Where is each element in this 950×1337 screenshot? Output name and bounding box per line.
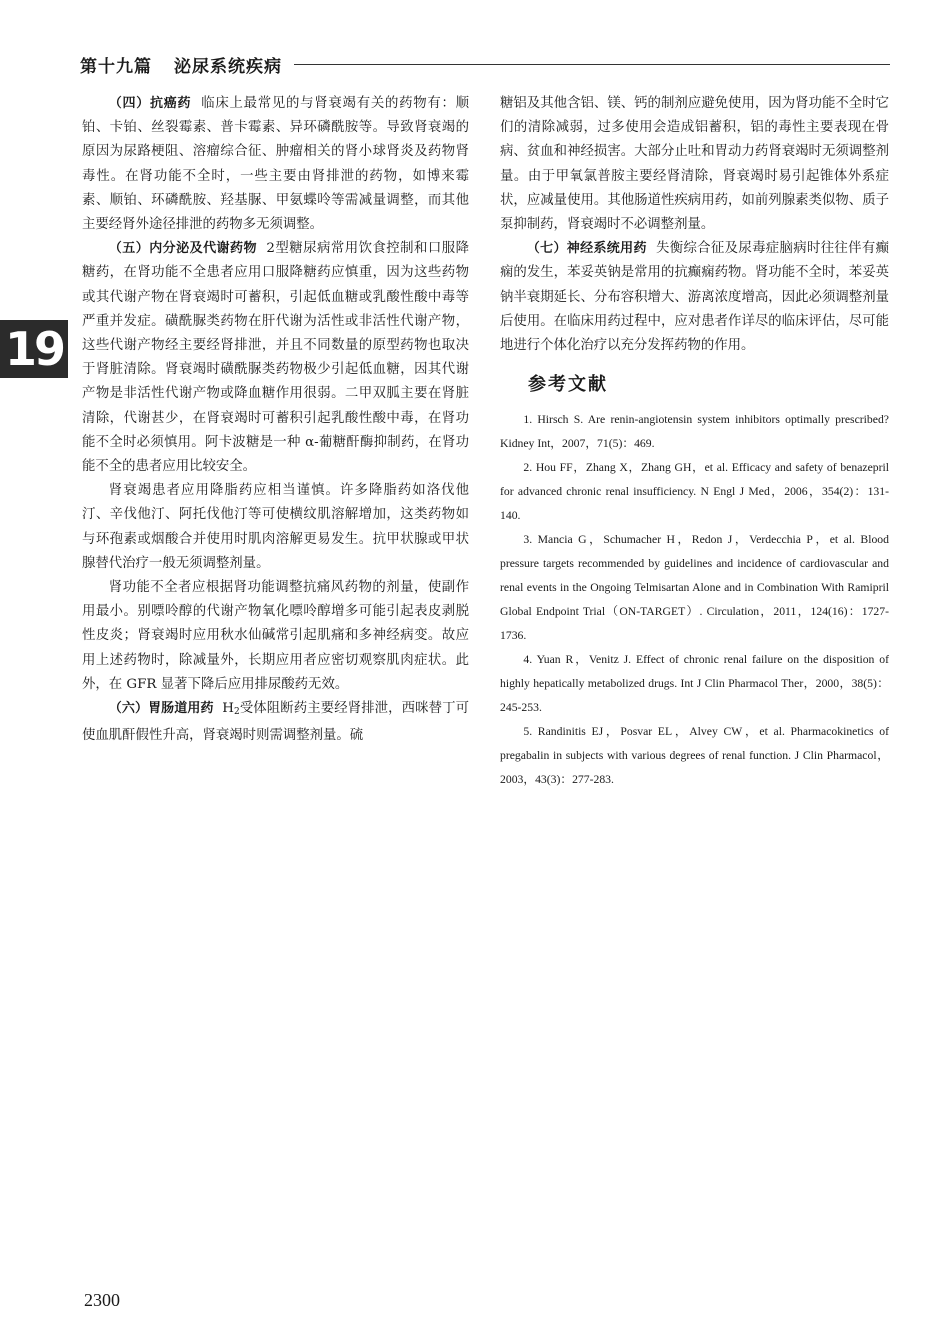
part-title: 泌尿系统疾病 bbox=[174, 56, 282, 77]
section-body: 2型糖尿病常用饮食控制和口服降糖药，在肾功能不全患者应用口服降糖药应慎重，因为这些药物或其代谢产物在肾衰竭时可蓄积，引起低血糖或乳酸性酸中毒等严重并发症。磺酰脲类药物在肝代谢为活性或非活性代谢产物，这些代谢产物经主要经肾排泄，并且不同数量的原型药物也取决于肾脏清除。肾衰竭时磺酰脲类药物极少引起低血糖，因其代谢产物是非活性代谢产物或降血糖作用很弱。二甲双胍主要在肾脏清除，代谢甚少，在肾衰竭时可蓄积引起乳酸性酸中毒，在肾功能不全时必须慎用。阿卡波糖是一种 α-葡糖酐酶抑制药，在肾功能不全的患者应用比较安全。 bbox=[82, 241, 469, 475]
paragraph-lipid: 肾衰竭患者应用降脂药应相当谨慎。许多降脂药如洛伐他汀、辛伐他汀、阿托伐他汀等可使横纹肌溶解增加，这类药物如与环孢素或烟酸合并使用时肌肉溶解更易发生。抗甲状腺或甲状腺替代治疗一般无须调整剂量。 bbox=[82, 483, 469, 571]
paragraph-anticancer bbox=[82, 92, 469, 237]
section-body: 临床上最常见的与肾衰竭有关的药物有：顺铂、卡铂、丝裂霉素、普卡霉素、异环磷酰胺等。导致肾衰竭的原因为尿路梗阻、溶瘤综合征、肿瘤相关的肾小球肾炎及药物肾毒性。在肾功能不全时，一些主要由肾排泄的药物，如博来霉素、顺铂、环磷酰胺、羟基脲、甲氨蝶呤等需减量调整，而其他主要经肾外途径排泄的药物多无须调整。 bbox=[82, 96, 469, 233]
references-title: 参考文献 bbox=[528, 374, 608, 396]
section-body: 受体阻断药主要经肾排泄，西咪替丁可使血肌酐假性升高，肾衰竭时则需调整剂量。硫 bbox=[82, 701, 470, 744]
h2-symbol: H bbox=[222, 701, 234, 717]
part-label: 第十九篇 bbox=[80, 56, 152, 77]
paragraph-gastro-continued: 糖铝及其他含铝、镁、钙的制剂应避免使用，因为肾功能不全时它们的清除减弱，过多使用会造成铝蓄积，铝的毒性主要表现在骨病、贫血和神经损害。大部分止吐和胃动力药肾衰竭时无须调整剂量。由于甲氧氯普胺主要经肾清除，肾衰竭时易引起锥体外系症状，应减量使用。其他肠道性疾病用药，如前列腺素类似物、质子泵抑制药，肾衰竭时不必调整剂量。 bbox=[500, 96, 889, 233]
paragraph-endocrine bbox=[82, 237, 469, 479]
reference-item: 1. Hirsch S. Are renin-angiotensin system inhibitors optimally prescribed? Kidney Int，2007，71(5)：469. bbox=[500, 413, 889, 451]
section-heading: （五）内分泌及代谢药物 bbox=[108, 241, 257, 257]
reference-list bbox=[500, 408, 889, 792]
section-heading: （四）抗癌药 bbox=[108, 96, 192, 111]
right-column bbox=[500, 92, 889, 792]
reference-item: 4. Yuan R，Venitz J. Effect of chronic renal failure on the disposition of highly hepatically metabolized drugs. Int J Clin Pharmacol Ther，2000，38(5)：245-253. bbox=[500, 653, 889, 715]
running-header bbox=[80, 50, 890, 78]
paragraph-gastro bbox=[82, 697, 469, 748]
header-rule bbox=[294, 64, 890, 65]
left-column bbox=[82, 92, 469, 748]
section-heading: （七）神经系统用药 bbox=[526, 241, 647, 257]
section-body: 失衡综合征及尿毒症脑病时往往伴有癫痫的发生，苯妥英钠是常用的抗癫痫药物。肾功能不全时，苯妥英钠半衰期延长、分布容积增大、游离浓度增高，因此必须调整剂量后使用。在临床用药过程中，应对患者作详尽的临床评估，尽可能地进行个体化治疗以充分发挥药物的作用。 bbox=[500, 241, 889, 354]
reference-item: 5. Randinitis EJ，Posvar EL，Alvey CW，et al. Pharmacokinetics of pregabalin in subjects with various degrees of renal function. J Clin Pharmacol，2003，43(3)：277-283. bbox=[500, 725, 889, 787]
page-number: 2300 bbox=[84, 1290, 120, 1310]
reference-item: 3. Mancia G，Schumacher H，Redon J，Verdecchia P，et al. Blood pressure targets recommended by guidelines and incidence of cardiovascular and renal events in the Ongoing Telmisartan Alone and in Combination With Ramipril Global Endpoint Trial（ON-TARGET）. Circulation，2011，124(16)：1727-1736. bbox=[500, 533, 889, 643]
h2-subscript: 2 bbox=[233, 707, 240, 718]
paragraph-gout: 肾功能不全者应根据肾功能调整抗痛风药物的剂量，使副作用最小。别嘌呤醇的代谢产物氧化嘌呤醇增多可能引起表皮剥脱性皮炎；肾衰竭时应用秋水仙碱常引起肌痛和多神经病变。故应用上述药物时，除减量外，长期应用者应密切观察肌肉症状。此外，在 GFR 显著下降后应用排尿酸药无效。 bbox=[82, 580, 469, 692]
paragraph-neuro bbox=[500, 237, 889, 358]
reference-item: 2. Hou FF，Zhang X，Zhang GH，et al. Efficacy and safety of benazepril for advanced chronic renal insufficiency. N Engl J Med，2006，354(2)：131-140. bbox=[500, 461, 889, 523]
chapter-tab: 19 bbox=[0, 320, 68, 378]
section-heading: （六）胃肠道用药 bbox=[108, 701, 214, 717]
